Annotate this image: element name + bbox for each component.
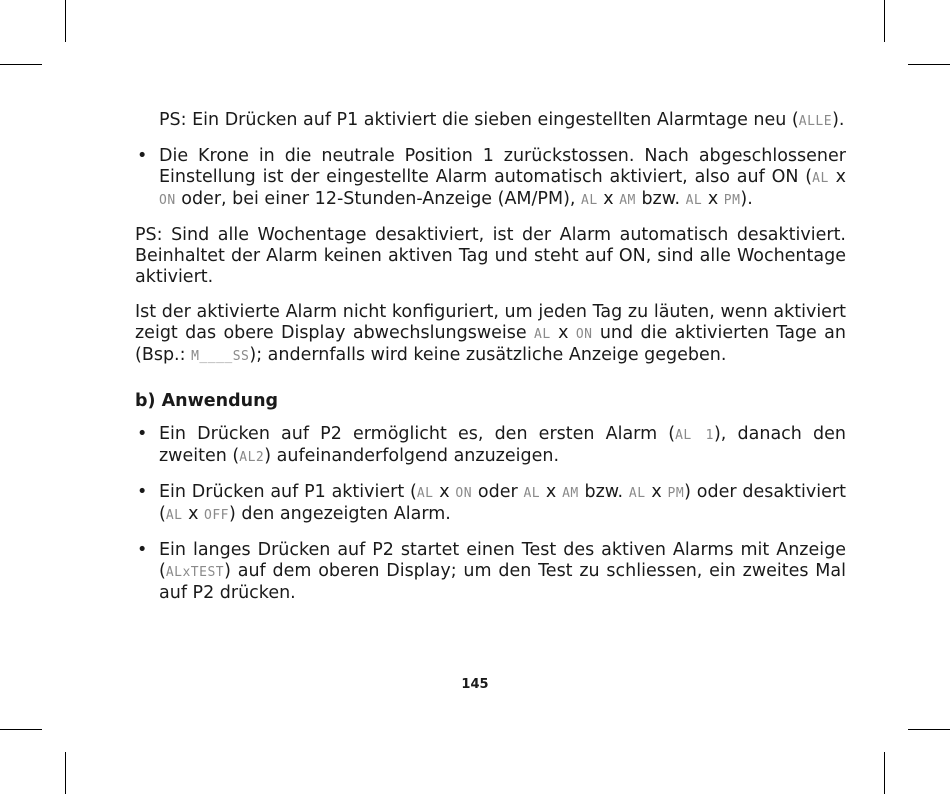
page-number: 145 bbox=[461, 677, 489, 692]
bullet-item-test-alarm bbox=[135, 540, 846, 604]
text-segment: Die Krone in die neutrale Position 1 zurückstossen. Nach abgeschlossener Einstellung ist der eingestellte Alarm automatisch aktiviert, also auf ON ( bbox=[159, 146, 846, 187]
text-segment: ) den angezeigten Alarm. bbox=[228, 504, 451, 524]
lcd-text: ALxTEST bbox=[165, 565, 225, 580]
bullet-item-crown bbox=[135, 146, 846, 211]
text-segment: x bbox=[439, 482, 450, 502]
text-segment: ). bbox=[832, 110, 845, 130]
crop-mark-top-left-h bbox=[0, 64, 42, 65]
lcd-text: ON bbox=[455, 486, 473, 501]
paragraph-ps-weekdays: PS: Sind alle Wochentage desaktiviert, ist der Alarm automatisch desaktiviert. Beinhaltet der Alarm keinen aktiven Tag und steht auf ON, sind alle Wochentage aktiviert. bbox=[135, 225, 846, 287]
crop-mark-bottom-left-h bbox=[0, 729, 42, 730]
crop-mark-bottom-right-h bbox=[908, 729, 950, 730]
text-segment: ). bbox=[740, 189, 753, 209]
lcd-text: PM bbox=[667, 486, 685, 501]
lcd-text: AL bbox=[685, 193, 703, 208]
text-segment: x bbox=[707, 189, 719, 209]
text-segment: x bbox=[835, 167, 846, 187]
text-segment: Ein langes Drücken auf P2 startet einen Test des aktiven Alarms mit Anzeige ( bbox=[159, 540, 846, 581]
lcd-text: AL2 bbox=[239, 450, 265, 465]
lcd-text: AL bbox=[523, 486, 541, 501]
lcd-text: AL 1 bbox=[675, 428, 714, 443]
text-segment: x bbox=[651, 482, 662, 502]
lcd-text: AL bbox=[534, 327, 551, 342]
lcd-text: AL bbox=[812, 171, 829, 186]
text-segment: ); andernfalls wird keine zusätzliche Anzeige gegeben. bbox=[249, 345, 727, 365]
bullet-item-toggle-alarm bbox=[135, 482, 846, 526]
lcd-text: AL bbox=[416, 486, 434, 501]
bullet-icon: • bbox=[137, 482, 148, 502]
lcd-text: AM bbox=[619, 193, 636, 208]
lcd-text: AM bbox=[562, 486, 579, 501]
lcd-text: M____SS bbox=[191, 349, 250, 364]
lcd-text: ON bbox=[159, 193, 176, 208]
text-segment: x bbox=[603, 189, 614, 209]
text-segment: bzw. bbox=[584, 482, 624, 502]
page-content bbox=[135, 110, 846, 618]
bullet-icon: • bbox=[137, 146, 148, 166]
text-segment: x bbox=[188, 504, 199, 524]
lcd-text: ON bbox=[575, 327, 593, 342]
lcd-text: OFF bbox=[204, 508, 229, 523]
section-heading: b) Anwendung bbox=[135, 391, 279, 411]
text-segment: ) aufeinanderfolgend anzuzeigen. bbox=[264, 446, 560, 466]
crop-mark-top-left bbox=[65, 0, 66, 42]
text-segment: PS: Ein Drücken auf P1 aktiviert die sieben eingestellten Alarmtage neu ( bbox=[159, 110, 799, 130]
text-segment: und die aktivierten Tage an (Bsp.: bbox=[135, 323, 846, 365]
paragraph-ps-reactivate bbox=[135, 110, 846, 132]
text-segment: Ein Drücken auf P2 ermöglicht es, den ersten Alarm ( bbox=[159, 424, 676, 444]
text-segment: Ist der aktivierte Alarm nicht konfiguriert, um jeden Tag zu läuten, wenn aktiviert zeigt das obere Display abwechslungsweise bbox=[135, 302, 846, 343]
text-segment: x bbox=[558, 323, 569, 343]
text-segment: bzw. bbox=[641, 189, 681, 209]
lcd-text: AL bbox=[165, 508, 183, 523]
lcd-text: AL bbox=[628, 486, 646, 501]
lcd-text: ALLE bbox=[798, 114, 833, 129]
text-segment: ), danach den zweiten ( bbox=[159, 424, 846, 466]
text-segment: Ein Drücken auf P1 aktiviert ( bbox=[159, 482, 417, 502]
text-segment: x bbox=[545, 482, 557, 502]
crop-mark-top-right bbox=[884, 0, 885, 42]
crop-mark-top-right-h bbox=[908, 64, 950, 65]
text-segment: ) oder desaktiviert ( bbox=[159, 482, 846, 524]
lcd-text: AL bbox=[581, 193, 598, 208]
text-segment: oder, bei einer 12-Stunden-Anzeige (AM/PM), bbox=[181, 189, 582, 209]
bullet-icon: • bbox=[137, 540, 148, 560]
bullet-item-show-alarm bbox=[135, 424, 846, 468]
crop-mark-bottom-right bbox=[884, 752, 885, 794]
bullet-icon: • bbox=[137, 424, 148, 444]
crop-mark-bottom-left bbox=[65, 752, 66, 794]
paragraph-alarm-config bbox=[135, 302, 846, 367]
lcd-text: PM bbox=[723, 193, 741, 208]
text-segment: oder bbox=[477, 482, 518, 502]
text-segment: ) auf dem oberen Display; um den Test zu schliessen, ein zweites Mal auf P2 drücken. bbox=[159, 561, 846, 603]
